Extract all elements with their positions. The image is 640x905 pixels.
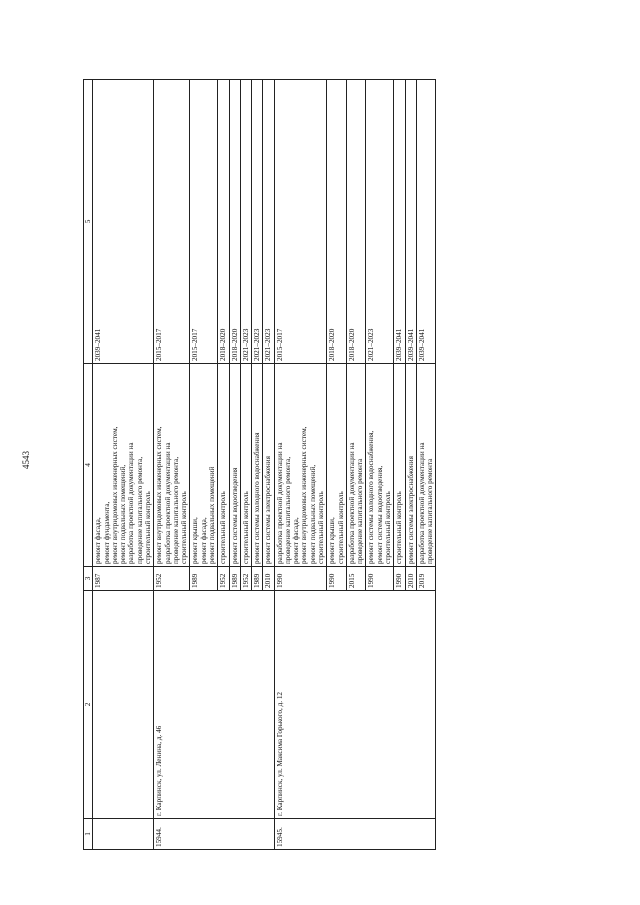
year-cell: 2010	[263, 567, 274, 591]
year-cell: 1989	[190, 567, 218, 591]
work-item: ремонт системы холодного водоснабжения,	[367, 430, 376, 564]
work-cell	[190, 364, 218, 567]
period-cell: 2039–2041	[394, 80, 405, 364]
work-cell	[327, 364, 347, 567]
work-item: строительный контроль	[395, 491, 404, 564]
work-item: строительный контроль	[241, 491, 250, 564]
year-cell: 1952	[154, 567, 190, 591]
work-item: строительный контроль	[317, 491, 326, 564]
page-number: 4543	[21, 451, 31, 469]
work-item: ремонт подвальных помещений	[207, 466, 216, 564]
work-item: проведение капитального ремонта,	[283, 456, 292, 564]
work-cell	[274, 364, 327, 567]
period-cell: 2021–2023	[240, 80, 251, 364]
year-cell: 1989	[252, 567, 263, 591]
year-cell: 1952	[218, 567, 229, 591]
table-row	[274, 80, 327, 850]
work-cell	[218, 364, 229, 567]
building-number	[93, 819, 154, 850]
work-item: ремонт внутридомовых инженерных систем,	[300, 426, 309, 564]
work-item: строительный контроль	[336, 491, 345, 564]
table-row	[93, 80, 154, 850]
period-cell: 2015–2017	[190, 80, 218, 364]
column-number: 5	[84, 80, 93, 364]
year-cell: 1989	[229, 567, 240, 591]
period-cell: 2018–2020	[327, 80, 347, 364]
period-cell: 2018–2020	[229, 80, 240, 364]
period-cell: 2039–2041	[93, 80, 154, 364]
work-item: проведение капитального ремонта,	[171, 456, 180, 564]
year-cell: 1987	[93, 567, 154, 591]
period-cell: 2039–2041	[416, 80, 436, 364]
building-address: г. Карпинск, ул. Максима Горького, д. 12	[274, 591, 436, 819]
work-item: ремонт системы холодного водоснабжения	[253, 432, 262, 564]
work-item: строительный контроль	[219, 491, 228, 564]
work-item: разработка проектной документации на	[275, 442, 284, 564]
period-cell: 2021–2023	[366, 80, 394, 364]
work-item: ремонт фасада,	[292, 517, 301, 564]
table-row	[154, 80, 190, 850]
column-number: 4	[84, 364, 93, 567]
period-cell: 2015–2017	[274, 80, 327, 364]
work-cell	[416, 364, 436, 567]
work-item: ремонт подвальных помещений,	[308, 464, 317, 564]
building-address: г. Карпинск, ул. Ленина, д. 46	[154, 591, 274, 819]
work-item: разработка проектной документации на	[417, 442, 426, 564]
work-item: ремонт фундамента,	[102, 501, 111, 564]
column-number: 3	[84, 567, 93, 591]
work-item: ремонт системы водоотведения	[230, 467, 239, 564]
work-item: ремонт крыши,	[191, 517, 200, 564]
year-cell: 2015	[346, 567, 366, 591]
work-item: строительный контроль	[143, 491, 152, 564]
table-body	[93, 80, 436, 850]
year-cell: 2019	[416, 567, 436, 591]
work-cell	[229, 364, 240, 567]
work-item: строительный контроль	[384, 491, 392, 564]
work-item: ремонт внутридомовых инженерных систем,	[110, 426, 119, 564]
work-item: ремонт фасада,	[94, 517, 103, 564]
work-item: проведение капитального ремонта	[426, 458, 435, 564]
work-cell	[154, 364, 190, 567]
work-item: ремонт системы электроснабжения	[264, 456, 273, 564]
building-number: 15944.	[154, 819, 274, 850]
work-item: ремонт системы водоотведения,	[375, 465, 384, 564]
work-cell	[240, 364, 251, 567]
period-cell: 2015–2017	[154, 80, 190, 364]
work-item: строительный контроль	[180, 491, 189, 564]
building-number: 15945.	[274, 819, 436, 850]
work-item: ремонт подвальных помещений,	[119, 464, 128, 564]
column-numbers-row	[84, 80, 93, 850]
work-cell	[366, 364, 394, 567]
work-item: разработка проектной документации на	[163, 442, 172, 564]
work-cell	[93, 364, 154, 567]
work-cell	[405, 364, 416, 567]
repair-schedule-table	[83, 79, 436, 850]
period-cell: 2018–2020	[218, 80, 229, 364]
work-item: разработка проектной документации на	[347, 442, 356, 564]
year-cell: 1990	[366, 567, 394, 591]
year-cell: 1990	[274, 567, 327, 591]
work-item: проведение капитального ремонта,	[135, 456, 144, 564]
year-cell: 1990	[394, 567, 405, 591]
work-cell	[394, 364, 405, 567]
work-cell	[346, 364, 366, 567]
column-number: 1	[84, 819, 93, 850]
year-cell: 1990	[327, 567, 347, 591]
period-cell: 2021–2023	[252, 80, 263, 364]
work-item: ремонт внутридомовых инженерных систем,	[155, 426, 164, 564]
column-number: 2	[84, 591, 93, 819]
work-cell	[263, 364, 274, 567]
work-item: ремонт фасада,	[199, 517, 208, 564]
building-address	[93, 591, 154, 819]
work-item: разработка проектной документации на	[127, 442, 136, 564]
work-item: проведение капитального ремонта	[356, 458, 365, 564]
work-cell	[252, 364, 263, 567]
year-cell: 2010	[405, 567, 416, 591]
work-item: ремонт крыши,	[328, 517, 337, 564]
year-cell: 1952	[240, 567, 251, 591]
period-cell: 2018–2020	[346, 80, 366, 364]
period-cell: 2021–2023	[263, 80, 274, 364]
period-cell: 2039–2041	[405, 80, 416, 364]
work-item: ремонт системы электроснабжения	[406, 456, 415, 564]
